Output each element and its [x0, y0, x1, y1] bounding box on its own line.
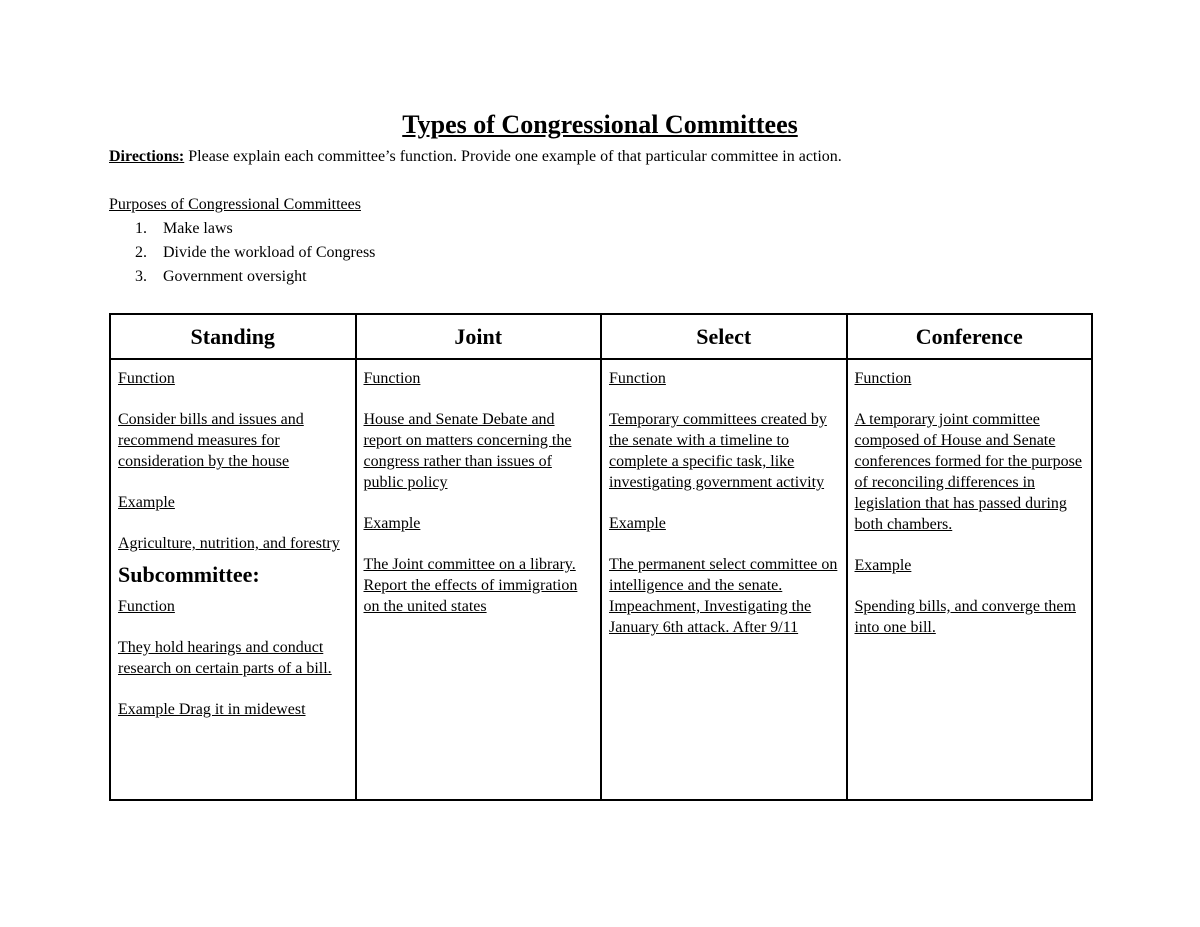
header-conference: Conference [847, 314, 1093, 359]
subcommittee-example-text: Example Drag it in midewest [118, 701, 306, 718]
subcommittee-function-text: They hold hearings and conduct research on certain parts of a bill. [118, 639, 332, 677]
subcommittee-heading: Subcommittee: [118, 562, 260, 587]
purposes-heading: Purposes of Congressional Committees [109, 196, 361, 213]
list-item [109, 265, 375, 289]
header-standing: Standing [110, 314, 356, 359]
subcommittee-function-label: Function [118, 598, 175, 615]
conference-cell [847, 359, 1093, 800]
select-function-label: Function [609, 370, 666, 387]
conference-example-text: Spending bills, and converge them into one bill. [854, 598, 1076, 636]
list-item-number: 3. [135, 268, 147, 285]
list-item [109, 217, 375, 241]
joint-function-text: House and Senate Debate and report on matters concerning the congress rather than issues of public policy [363, 411, 572, 491]
list-item-number: 2. [135, 244, 147, 261]
standing-example-text: Agriculture, nutrition, and forestry [118, 535, 340, 552]
select-cell [601, 359, 847, 800]
joint-cell [356, 359, 602, 800]
document-title: Types of Congressional Committees [402, 110, 798, 139]
table-row [110, 359, 1092, 800]
standing-function-text: Consider bills and issues and recommend measures for consideration by the house [118, 411, 304, 470]
list-item-text: Divide the workload of Congress [163, 244, 376, 261]
header-joint: Joint [356, 314, 602, 359]
standing-example-label: Example [118, 494, 175, 511]
directions-label: Directions: [109, 148, 185, 165]
joint-function-label: Function [363, 370, 421, 387]
directions-line [109, 146, 842, 168]
select-function-text: Temporary committees created by the senate with a timeline to complete a specific task, like investigating government activity [609, 411, 827, 491]
directions-text: Please explain each committee’s function. Provide one example of that particular committee in action. [184, 148, 842, 165]
list-item-text: Government oversight [163, 268, 307, 285]
list-item-text: Make laws [163, 220, 233, 237]
conference-function-label: Function [854, 370, 912, 387]
conference-function-text: A temporary joint committee composed of House and Senate conferences formed for the purpose of reconciling differences in legislation that has passed during both chambers. [854, 411, 1082, 533]
standing-function-label: Function [118, 370, 175, 387]
joint-example-label: Example [363, 515, 421, 532]
list-item [109, 241, 375, 265]
select-example-text: The permanent select committee on intelligence and the senate. Impeachment, Investigating the January 6th attack. After 9/11 [609, 556, 838, 636]
select-example-label: Example [609, 515, 666, 532]
purposes-list [109, 217, 375, 289]
joint-example-text: The Joint committee on a library. Report the effects of immigration on the united states [363, 556, 578, 615]
header-select: Select [601, 314, 847, 359]
committees-table [109, 313, 1093, 801]
list-item-number: 1. [135, 220, 147, 237]
conference-example-label: Example [854, 557, 912, 574]
table-header-row [110, 314, 1092, 359]
standing-cell [110, 359, 356, 800]
